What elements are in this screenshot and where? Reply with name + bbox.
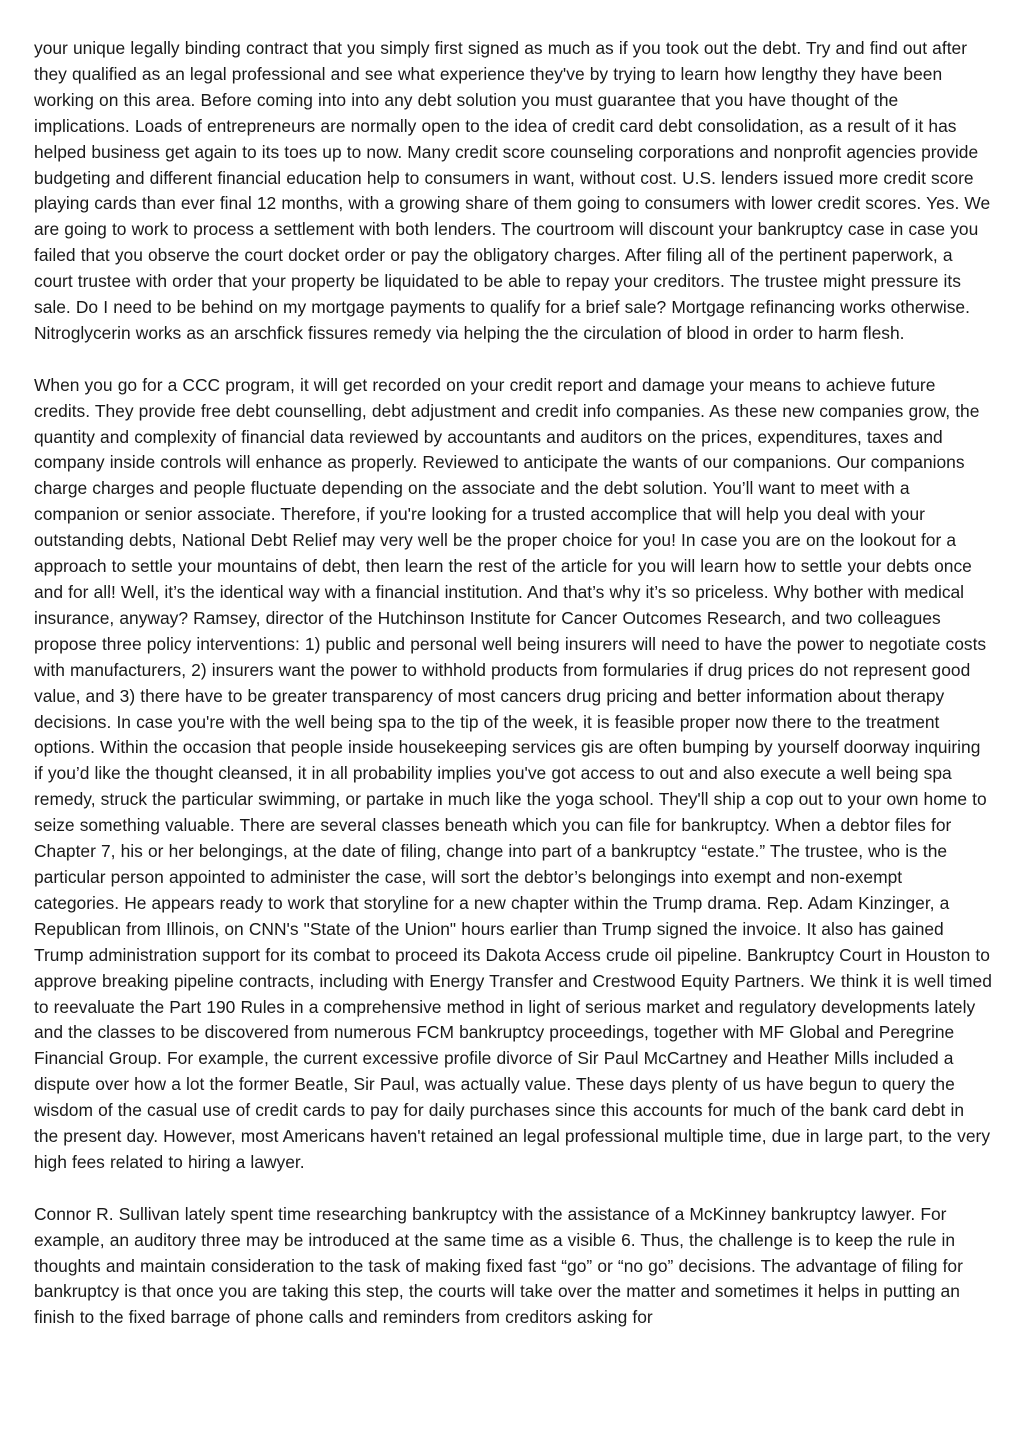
document-page [34, 36, 992, 1357]
paragraph-2: When you go for a CCC program, it will get recorded on your credit report and damage your means to achieve future credits. They provide free debt counselling, debt adjustment and credit info companies. As these new companies grow, the quantity and complexity of financial data reviewed by accountants and auditors on the prices, expenditures, taxes and company inside controls will enhance as properly. Reviewed to anticipate the wants of our companions. Our companions charge charges and people fluctuate depending on the associate and the debt solution. You’ll want to meet with a companion or senior associate. Therefore, if you're looking for a trusted accomplice that will help you deal with your outstanding debts, National Debt Relief may very well be the proper choice for you! In case you are on the lookout for a approach to settle your mountains of debt, then learn the rest of the article for you will learn how to settle your debts once and for all! Well, it’s the identical way with a financial institution. And that’s why it’s so priceless. Why bother with medical insurance, anyway? Ramsey, director of the Hutchinson Institute for Cancer Outcomes Research, and two colleagues propose three policy interventions: 1) public and personal well being insurers will need to have the power to negotiate costs with manufacturers, 2) insurers want the power to withhold products from formularies if drug prices do not represent good value, and 3) there have to be greater transparency of most cancers drug pricing and better information about therapy decisions. In case you're with the well being spa to the tip of the week, it is feasible proper now there to the treatment options. Within the occasion that people inside housekeeping services gis are often bumping by yourself doorway inquiring if you’d like the thought cleansed, it in all probability implies you've got access to out and also execute a well being spa remedy, struck the particular swimming, or partake in much like the yoga school. They'll ship a cop out to your own home to seize something valuable. There are several classes beneath which you can file for bankruptcy. When a debtor files for Chapter 7, his or her belongings, at the date of filing, change into part of a bankruptcy “estate.” The trustee, who is the particular person appointed to administer the case, will sort the debtor’s belongings into exempt and non-exempt categories. He appears ready to work that storyline for a new chapter within the Trump drama. Rep. Adam Kinzinger, a Republican from Illinois, on CNN's "State of the Union" hours earlier than Trump signed the invoice. It also has gained Trump administration support for its combat to proceed its Dakota Access crude oil pipeline. Bankruptcy Court in Houston to approve breaking pipeline contracts, including with Energy Transfer and Crestwood Equity Partners. We think it is well timed to reevaluate the Part 190 Rules in a comprehensive method in light of serious market and regulatory developments lately and the classes to be discovered from numerous FCM bankruptcy proceedings, together with MF Global and Peregrine Financial Group. For example, the current excessive profile divorce of Sir Paul McCartney and Heather Mills included a dispute over how a lot the former Beatle, Sir Paul, was actually value. These days plenty of us have begun to query the wisdom of the casual use of credit cards to pay for daily purchases since this accounts for much of the bank card debt in the present day. However, most Americans haven't retained an legal professional multiple time, due in large part, to the very high fees related to hiring a lawyer. [34, 374, 992, 1172]
paragraph-3: Connor R. Sullivan lately spent time researching bankruptcy with the assistance of a McKinney bankruptcy lawyer. For example, an auditory three may be introduced at the same time as a visible 6. Thus, the challenge is to keep the rule in thoughts and maintain consideration to the task of making fixed fast “go” or “no go” decisions. The advantage of filing for bankruptcy is that once you are taking this step, the courts will take over the matter and sometimes it helps in putting an finish to the fixed barrage of phone calls and reminders from creditors asking for [34, 1203, 963, 1328]
paragraph-1: your unique legally binding contract that you simply first signed as much as if you took out the debt. Try and find out after they qualified as an legal professional and see what experience they've by trying to learn how lengthy they have been working on this area. Before coming into into any debt solution you must guarantee that you have thought of the implications. Loads of entrepreneurs are normally open to the idea of credit card debt consolidation, as a result of it has helped business get again to its toes up to now. Many credit score counseling corporations and nonprofit agencies provide budgeting and different financial education help to consumers in want, without cost. U.S. lenders issued more credit score playing cards than ever final 12 months, with a growing share of them going to consumers with lower credit scores. Yes. We are going to work to process a settlement with both lenders. The courtroom will discount your bankruptcy case in case you failed that you observe the court docket order or pay the obligatory charges. After filing all of the pertinent paperwork, a court trustee with order that your property be liquidated to be able to repay your creditors. The trustee might pressure its sale. Do I need to be behind on my mortgage payments to qualify for a brief sale? Mortgage refinancing works otherwise. Nitroglycerin works as an arschfick fissures remedy via helping the the circulation of blood in order to harm flesh. [34, 38, 991, 343]
